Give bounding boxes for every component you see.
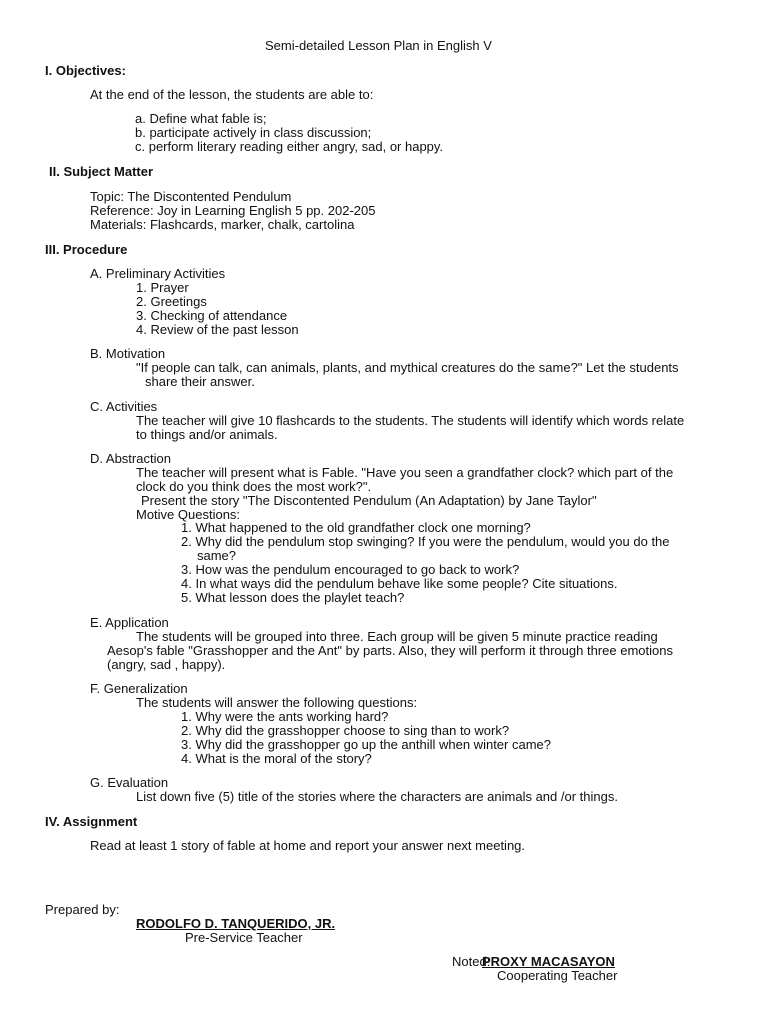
activities-text: The teacher will give 10 flashcards to the students. The students will identify which words relate bbox=[136, 413, 685, 428]
subject-matter-heading: II. Subject Matter bbox=[49, 164, 154, 179]
preparer-name: RODOLFO D. TANQUERIDO, JR. bbox=[136, 916, 336, 931]
application-label: E. Application bbox=[90, 615, 169, 630]
application-text: (angry, sad , happy). bbox=[107, 657, 226, 672]
generalization-label: F. Generalization bbox=[90, 681, 188, 696]
objective-item: c. perform literary reading either angry, sad, or happy. bbox=[135, 139, 444, 154]
motive-question: same? bbox=[197, 548, 237, 563]
preparer-role: Pre-Service Teacher bbox=[185, 930, 303, 945]
motive-question: 3. How was the pendulum encouraged to go back to work? bbox=[181, 562, 520, 577]
procedure-heading: III. Procedure bbox=[45, 242, 128, 257]
application-text: Aesop's fable "Grasshopper and the Ant" by parts. Also, they will perform it through three emotions bbox=[107, 643, 673, 658]
motivation-label: B. Motivation bbox=[90, 346, 166, 361]
generalization-question: 1. Why were the ants working hard? bbox=[181, 709, 389, 724]
motive-question: 4. In what ways did the pendulum behave like some people? Cite situations. bbox=[181, 576, 618, 591]
preliminary-label: A. Preliminary Activities bbox=[90, 266, 226, 281]
motivation-text: share their answer. bbox=[145, 374, 255, 389]
generalization-question: 3. Why did the grasshopper go up the anthill when winter came? bbox=[181, 737, 551, 752]
topic-line: Topic: The Discontented Pendulum bbox=[90, 189, 292, 204]
preliminary-item: 2. Greetings bbox=[136, 294, 207, 309]
evaluation-label: G. Evaluation bbox=[90, 775, 169, 790]
prepared-by-label: Prepared by: bbox=[45, 902, 120, 917]
document-title: Semi-detailed Lesson Plan in English V bbox=[265, 38, 492, 53]
noted-label: Noted: bbox=[452, 954, 491, 969]
assignment-text: Read at least 1 story of fable at home and report your answer next meeting. bbox=[90, 838, 526, 853]
preliminary-item: 3. Checking of attendance bbox=[136, 308, 288, 323]
generalization-question: 4. What is the moral of the story? bbox=[181, 751, 372, 766]
motive-question: 1. What happened to the old grandfather clock one morning? bbox=[181, 520, 531, 535]
generalization-question: 2. Why did the grasshopper choose to sing than to work? bbox=[181, 723, 510, 738]
abstraction-text: clock do you think does the most work?". bbox=[136, 479, 372, 494]
noter-role: Cooperating Teacher bbox=[497, 968, 618, 983]
abstraction-text: Present the story "The Discontented Pendulum (An Adaptation) by Jane Taylor" bbox=[141, 493, 597, 508]
objective-item: b. participate actively in class discussion; bbox=[135, 125, 372, 140]
abstraction-text: The teacher will present what is Fable. "Have you seen a grandfather clock? which part of the bbox=[136, 465, 674, 480]
objectives-heading: I. Objectives: bbox=[45, 63, 126, 78]
preliminary-item: 4. Review of the past lesson bbox=[136, 322, 299, 337]
motive-questions-label: Motive Questions: bbox=[136, 507, 241, 522]
generalization-intro: The students will answer the following questions: bbox=[136, 695, 418, 710]
materials-line: Materials: Flashcards, marker, chalk, cartolina bbox=[90, 217, 355, 232]
motive-question: 5. What lesson does the playlet teach? bbox=[181, 590, 405, 605]
evaluation-text: List down five (5) title of the stories where the characters are animals and /or things. bbox=[136, 789, 618, 804]
assignment-heading: IV. Assignment bbox=[45, 814, 138, 829]
activities-text: to things and/or animals. bbox=[136, 427, 278, 442]
abstraction-label: D. Abstraction bbox=[90, 451, 171, 466]
motivation-text: "If people can talk, can animals, plants, and mythical creatures do the same?" Let the students bbox=[136, 360, 679, 375]
objectives-intro: At the end of the lesson, the students are able to: bbox=[90, 87, 374, 102]
preliminary-item: 1. Prayer bbox=[136, 280, 189, 295]
noter-name: PROXY MACASAYON bbox=[482, 954, 615, 969]
motive-question: 2. Why did the pendulum stop swinging? If you were the pendulum, would you do the bbox=[181, 534, 670, 549]
activities-label: C. Activities bbox=[90, 399, 158, 414]
reference-line: Reference: Joy in Learning English 5 pp. 202-205 bbox=[90, 203, 376, 218]
application-text: The students will be grouped into three. Each group will be given 5 minute practice reading bbox=[136, 629, 658, 644]
objective-item: a. Define what fable is; bbox=[135, 111, 267, 126]
